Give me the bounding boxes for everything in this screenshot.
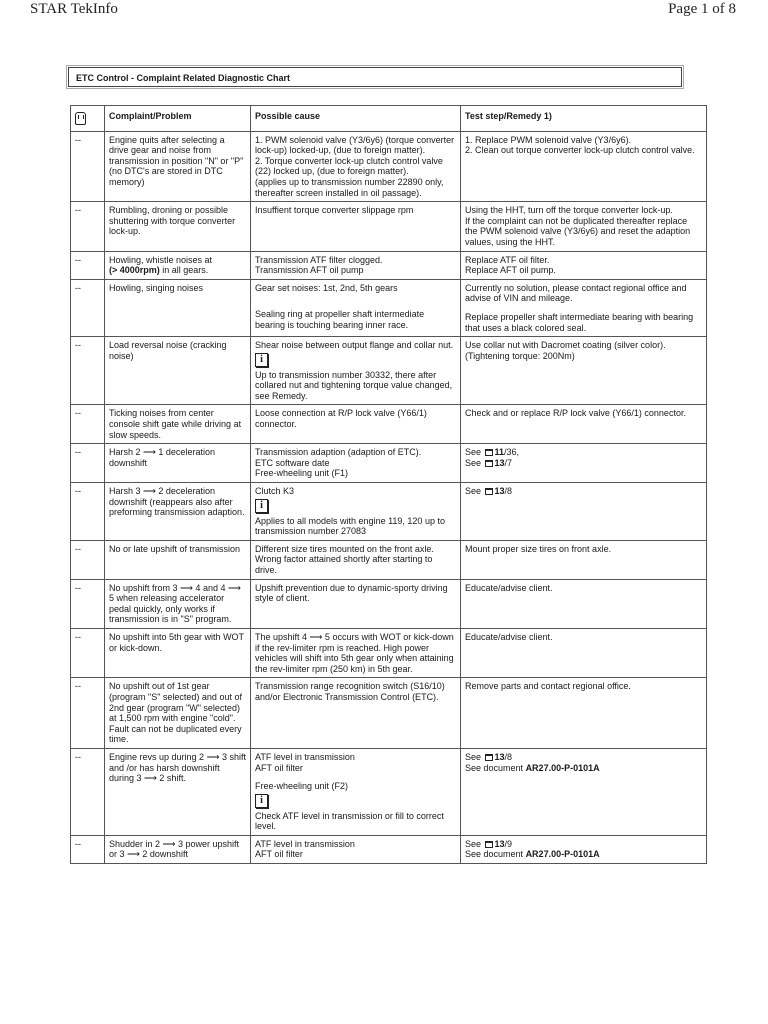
cause-line: Insuffient torque converter slippage rpm (255, 205, 414, 216)
table-row (71, 835, 707, 863)
row-id: -- (71, 748, 105, 835)
rpm-threshold: (> 4000rpm) (109, 265, 160, 276)
table-row (71, 405, 707, 444)
cause-line: The upshift 4 ⟶ 5 occurs with WOT or kick-down if the rev-limiter rpm is reached. High power vehicles will shift into 5th gear only when attaining the rev-limiter rpm (250 km) in 5th gear. (255, 631, 454, 674)
column-header-complaint: Complaint/Problem (105, 106, 251, 132)
complaint-cell: Shudder in 2 ⟶ 3 power upshift or 3 ⟶ 2 downshift (105, 835, 251, 863)
cause-line: Wrong factor attained shortly after starting to drive. (255, 554, 433, 575)
remedy-cell (461, 444, 707, 483)
remedy-cell (461, 279, 707, 336)
remedy-line (465, 849, 702, 860)
remedy-cell (461, 628, 707, 677)
remedy-text: See document (465, 849, 524, 860)
complaint-cell: Engine quits after selecting a drive gear and noise from transmission in position "N" or "P" (no DTC's are stored in DTC memory) (105, 131, 251, 202)
column-header-cause: Possible cause (251, 106, 461, 132)
document-link[interactable]: AR27.00-P-0101A (525, 849, 600, 860)
remedy-line: Educate/advise client. (465, 631, 553, 642)
remedy-text: See (465, 838, 482, 849)
cause-line: Upshift prevention due to dynamic-sporty driving style of client. (255, 582, 448, 604)
complaint-cell: Engine revs up during 2 ⟶ 3 shift and /or has harsh downshift during 3 ⟶ 2 shift. (105, 748, 251, 835)
remedy-text: /9 (504, 838, 513, 849)
remedy-line: Replace AFT oil pump. (465, 265, 556, 276)
remedy-line (465, 458, 702, 469)
remedy-cell (461, 405, 707, 444)
complaint-cell: Ticking noises from center console shift gate while driving at slow speeds. (105, 405, 251, 444)
info-hand-icon (71, 106, 105, 132)
remedy-line (465, 839, 702, 850)
row-id: -- (71, 444, 105, 483)
cause-cell (251, 202, 461, 251)
remedy-cell (461, 337, 707, 405)
complaint-cell: Harsh 3 ⟶ 2 deceleration downshift (reappears also after preforming transmission adaption. (105, 483, 251, 541)
cause-cell (251, 678, 461, 749)
table-row (71, 678, 707, 749)
row-id: -- (71, 483, 105, 541)
cause-line: ETC software date (255, 457, 330, 468)
remedy-line: Use collar nut with Dacromet coating (silver color). (465, 340, 666, 351)
remedy-text: /36, (504, 447, 520, 458)
cause-line: Free-wheeling unit (F1) (255, 468, 349, 479)
remedy-text: See (465, 486, 482, 497)
row-id: -- (71, 835, 105, 863)
remedy-line (465, 447, 702, 458)
table-row (71, 251, 707, 279)
info-icon: i (255, 499, 268, 513)
row-id: -- (71, 131, 105, 202)
info-icon: i (255, 794, 268, 808)
cause-line: 2. Torque converter lock-up clutch control valve (22) locked up, (due to foreign matter). (255, 155, 443, 177)
app-title: STAR TekInfo (30, 1, 118, 17)
cause-line: Up to transmission number 30332, there after collared nut and tightening torque value changed, see Remedy. (255, 369, 453, 401)
remedy-line: 1. Replace PWM solenoid valve (Y3/6y6). (465, 134, 632, 145)
remedy-line (465, 486, 702, 497)
remedy-text: See (465, 457, 482, 468)
cause-cell (251, 835, 461, 863)
row-id: -- (71, 678, 105, 749)
cause-cell (251, 628, 461, 677)
cause-line: Shear noise between output flange and collar nut. (255, 340, 454, 351)
remedy-line: Educate/advise client. (465, 582, 553, 593)
remedy-cell (461, 835, 707, 863)
table-row (71, 579, 707, 628)
cause-line: AFT oil filter (255, 849, 303, 860)
column-header-remedy: Test step/Remedy 1) (461, 106, 707, 132)
remedy-text: /7 (504, 457, 513, 468)
remedy-line: 2. Clean out torque converter lock-up clutch control valve. (465, 145, 695, 156)
remedy-line (465, 763, 702, 774)
complaint-cell: Howling, singing noises (105, 279, 251, 336)
info-icon: i (255, 353, 268, 367)
table-row (71, 444, 707, 483)
row-id: -- (71, 579, 105, 628)
remedy-text: /8 (504, 486, 513, 497)
remedy-line: Replace propeller shaft intermediate bearing with bearing that uses a black colored seal. (465, 311, 694, 333)
cause-line: Different size tires mounted on the front axle. (255, 543, 434, 554)
remedy-text: /8 (504, 751, 513, 762)
cause-cell (251, 579, 461, 628)
cause-line: Clutch K3 (255, 486, 295, 497)
remedy-line: If the complaint can not be duplicated thereafter replace the PWM solenoid valve (Y3/6y6) and reset the adaption values, using the HHT. (465, 215, 691, 247)
remedy-cell (461, 678, 707, 749)
remedy-line: Replace ATF oil filter. (465, 254, 550, 265)
remedy-cell (461, 540, 707, 579)
cause-cell (251, 279, 461, 336)
table-row (71, 483, 707, 541)
remedy-line (465, 752, 702, 763)
reference-number: 13 (494, 486, 505, 497)
cause-cell (251, 444, 461, 483)
remedy-cell (461, 579, 707, 628)
remedy-cell (461, 202, 707, 251)
reference-number: 13 (494, 457, 505, 468)
table-row (71, 337, 707, 405)
remedy-line: Currently no solution, please contact regional office and advise of VIN and mileage. (465, 282, 687, 304)
cause-line: 1. PWM solenoid valve (Y3/6y6) (torque converter lock-up) locked-up, (due to foreign matter). (255, 134, 455, 156)
cause-cell (251, 337, 461, 405)
remedy-line: Using the HHT, turn off the torque converter lock-up. (465, 205, 673, 216)
row-id: -- (71, 337, 105, 405)
table-header-row (71, 106, 707, 132)
cause-line: Free-wheeling unit (F2) (255, 781, 349, 792)
row-id: -- (71, 202, 105, 251)
row-id: -- (71, 405, 105, 444)
cause-line: Transmission AFT oil pump (255, 265, 364, 276)
remedy-cell (461, 483, 707, 541)
complaint-cell (105, 251, 251, 279)
remedy-text: See (465, 751, 482, 762)
remedy-line: Check and or replace R/P lock valve (Y66/1) connector. (465, 408, 686, 419)
row-id: -- (71, 279, 105, 336)
reference-number: 13 (494, 751, 505, 762)
table-row (71, 279, 707, 336)
cause-cell (251, 748, 461, 835)
book-reference-icon (485, 841, 493, 848)
book-reference-icon (485, 754, 493, 761)
cause-line: Check ATF level in transmission or fill to correct level. (255, 810, 444, 832)
table-row (71, 202, 707, 251)
reference-number: 11 (494, 447, 505, 458)
complaint-cell: Harsh 2 ⟶ 1 deceleration downshift (105, 444, 251, 483)
table-row (71, 540, 707, 579)
cause-line: Transmission ATF filter clogged. (255, 254, 383, 265)
book-reference-icon (485, 460, 493, 467)
cause-line: ATF level in transmission (255, 751, 355, 762)
page-indicator: Page 1 of 8 (668, 1, 736, 17)
cause-cell (251, 405, 461, 444)
remedy-cell (461, 251, 707, 279)
complaint-cell: No or late upshift of transmission (105, 540, 251, 579)
row-id: -- (71, 628, 105, 677)
cause-line: Transmission range recognition switch (S16/10) and/or Electronic Transmission Control (ETC). (255, 681, 445, 702)
cause-line: Loose connection at R/P lock valve (Y66/1) connector. (255, 408, 427, 430)
table-row (71, 628, 707, 677)
complaint-cell: Rumbling, droning or possible shuttering with torque converter lock-up. (105, 202, 251, 251)
cause-line: Gear set noises: 1st, 2nd, 5th gears (255, 282, 398, 293)
reference-number: 13 (494, 838, 505, 849)
remedy-text: See document (465, 762, 524, 773)
cause-cell (251, 131, 461, 202)
complaint-cell: Load reversal noise (cracking noise) (105, 337, 251, 405)
complaint-text: in all gears. (159, 265, 209, 276)
remedy-line: Remove parts and contact regional office. (465, 681, 631, 692)
complaint-cell: No upshift into 5th gear with WOT or kick-down. (105, 628, 251, 677)
remedy-line: Mount proper size tires on front axle. (465, 543, 612, 554)
document-link[interactable]: AR27.00-P-0101A (525, 762, 600, 773)
diagnostic-table (70, 105, 707, 864)
row-id: -- (71, 251, 105, 279)
row-id: -- (71, 540, 105, 579)
cause-line: (applies up to transmission number 22890 only, thereafter screen installed in oil passage). (255, 176, 444, 198)
complaint-cell: No upshift from 3 ⟶ 4 and 4 ⟶ 5 when releasing accelerator pedal quickly, only works if transmission is in "S" program. (105, 579, 251, 628)
cause-line: Transmission adaption (adaption of ETC). (255, 447, 422, 458)
book-reference-icon (485, 449, 493, 456)
remedy-cell (461, 748, 707, 835)
table-row (71, 748, 707, 835)
remedy-text: See (465, 447, 482, 458)
cause-line: AFT oil filter (255, 762, 303, 773)
complaint-cell: No upshift out of 1st gear (program "S" selected) and out of 2nd gear (program "W" selected) at 1,500 rpm with engine "cold". Fault can not be duplicated every time. (105, 678, 251, 749)
remedy-cell (461, 131, 707, 202)
page-header (0, 0, 768, 22)
complaint-text: Howling, whistle noises at (109, 254, 213, 265)
chart-title: ETC Control - Complaint Related Diagnostic Chart (68, 67, 682, 87)
table-row (71, 131, 707, 202)
cause-cell (251, 251, 461, 279)
cause-cell (251, 540, 461, 579)
book-reference-icon (485, 488, 493, 495)
remedy-line: (Tightening torque: 200Nm) (465, 350, 575, 361)
cause-cell (251, 483, 461, 541)
cause-line: Applies to all models with engine 119, 120 up to transmission number 27083 (255, 515, 445, 537)
cause-line: Sealing ring at propeller shaft intermediate bearing is touching bearing inner race. (255, 309, 425, 330)
cause-line: ATF level in transmission (255, 838, 355, 849)
